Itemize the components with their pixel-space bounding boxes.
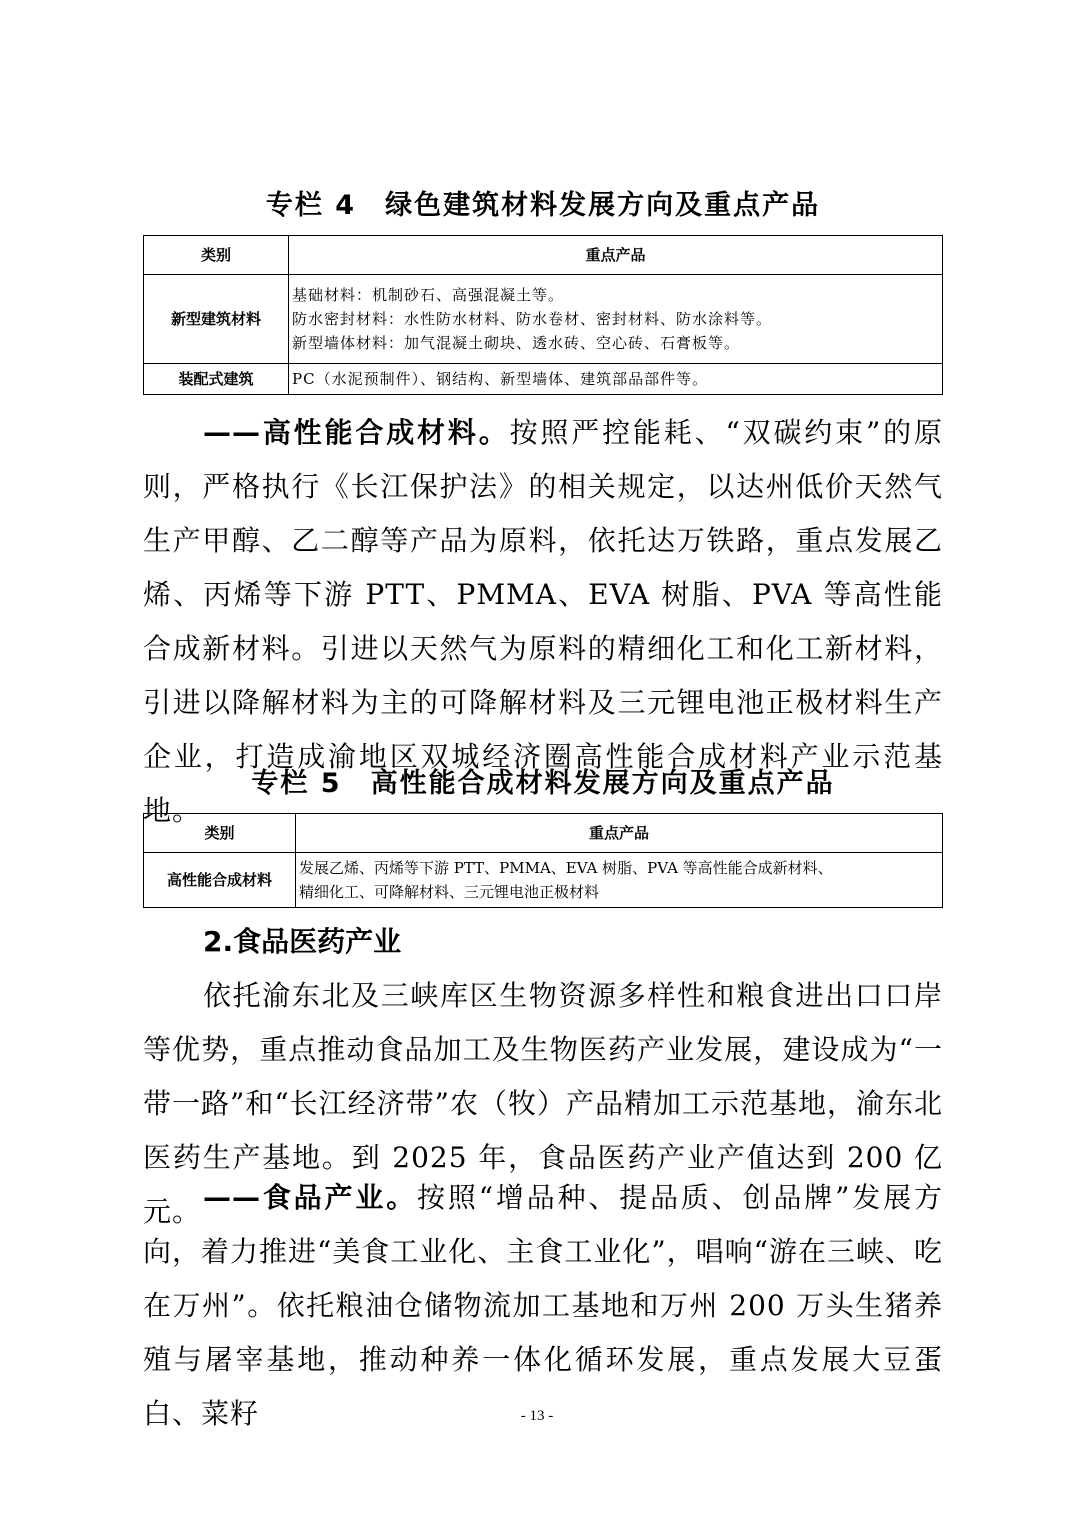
table-row (144, 853, 943, 908)
category-cell: 高性能合成材料 (144, 853, 296, 908)
paragraph-lead: ——高性能合成材料。 (203, 416, 510, 449)
table-header-row (144, 236, 943, 275)
column4-table (143, 235, 943, 395)
header-products: 重点产品 (289, 236, 943, 275)
table-row (144, 364, 943, 395)
products-cell (296, 853, 943, 908)
header-products: 重点产品 (296, 814, 943, 853)
paragraph-text: 按照“增品种、提品质、创品牌”发展方向，着力推进“美食工业化、主食工业化”，唱响“游在三峡、吃在万州”。依托粮油仓储物流加工基地和万州 200 万头生猪养殖与屠宰基地，推动种养一体化循环发展，重点发展大豆蛋白、菜籽 (143, 1181, 943, 1430)
paragraph-text: 按照严控能耗、“双碳约束”的原则，严格执行《长江保护法》的相关规定，以达州低价天然气生产甲醇、乙二醇等产品为原料，依托达万铁路，重点发展乙烯、丙烯等下游 PTT、PMMA、EVA 树脂、PVA 等高性能合成新材料。引进以天然气为原料的精细化工和化工新材料，引进以降解材料为主的可降解材料及三元锂电池正极材料生产企业，打造成渝地区双城经济圈高性能合成材料产业示范基地。 (143, 416, 943, 827)
food-industry-paragraph (143, 1171, 943, 1441)
category-cell: 新型建筑材料 (144, 275, 289, 364)
category-cell: 装配式建筑 (144, 364, 289, 395)
product-line: 新型墙体材料：加气混凝土砌块、透水砖、空心砖、石膏板等。 (292, 334, 741, 352)
product-line: 发展乙烯、丙烯等下游 PTT、PMMA、EVA 树脂、PVA 等高性能合成新材料、 (299, 859, 833, 877)
column5-table (143, 813, 943, 908)
product-line: 防水密封材料：水性防水材料、防水卷材、密封材料、防水涂料等。 (292, 310, 773, 328)
column5-title: 专栏 5 高性能合成材料发展方向及重点产品 (251, 768, 835, 799)
header-category: 类别 (144, 814, 296, 853)
products-cell (289, 364, 943, 395)
table-row (144, 275, 943, 364)
header-category: 类别 (144, 236, 289, 275)
section-heading: 2.食品医药产业 (203, 925, 402, 958)
paragraph-lead: ——食品产业。 (203, 1181, 418, 1214)
page-number: - 13 - (520, 1408, 554, 1424)
product-line: PC（水泥预制件）、钢结构、新型墙体、建筑部品部件等。 (292, 370, 709, 388)
product-line: 基础材料：机制砂石、高强混凝土等。 (292, 286, 565, 304)
products-cell (289, 275, 943, 364)
column4-title: 专栏 4 绿色建筑材料发展方向及重点产品 (265, 190, 821, 221)
product-line: 精细化工、可降解材料、三元锂电池正极材料 (299, 883, 600, 901)
food-pharma-paragraph: 依托渝东北及三峡库区生物资源多样性和粮食进出口口岸等优势，重点推动食品加工及生物医药产业发展，建设成为“一带一路”和“长江经济带”农（牧）产品精加工示范基地，渝东北医药生产基地。到 2025 年，食品医药产业产值达到 200 亿元。 (143, 979, 943, 1228)
table-header-row (144, 814, 943, 853)
